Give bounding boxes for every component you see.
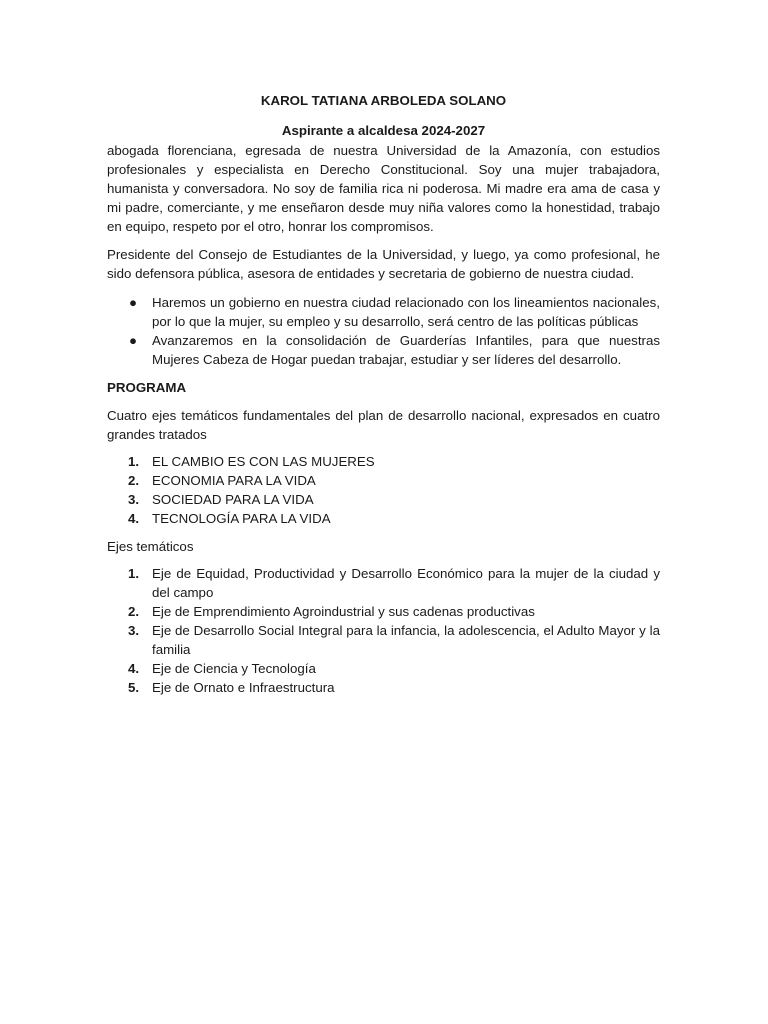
list-item — [107, 293, 660, 331]
item-number: 1. — [128, 566, 140, 581]
intro-paragraph: abogada florenciana, egresada de nuestra Universidad de la Amazonía, con estudios profesionales y especialista en Derecho Constitucional. Soy una mujer trabajadora, humanista y conversadora. No soy de familia rica ni poderosa. Mi madre era ama de casa y mi padre, comerciante, y me enseñaron desde muy niña valores como la honestidad, trabajo en equipo, respeto por el otro, honrar los compromisos. — [107, 143, 660, 234]
list-item — [107, 602, 660, 621]
proposal-text: Haremos un gobierno en nuestra ciudad relacionado con los lineamientos nacionales, por lo que la mujer, su empleo y su desarrollo, será centro de las políticas públicas — [152, 295, 660, 329]
list-item — [107, 452, 660, 471]
proposal-text: Avanzaremos en la consolidación de Guarderías Infantiles, para que nuestras Mujeres Cabeza de Hogar puedan trabajar, estudiar y ser líderes del desarrollo. — [152, 333, 660, 367]
list-item — [107, 509, 660, 528]
list-item — [107, 659, 660, 678]
item-text: SOCIEDAD PARA LA VIDA — [152, 492, 314, 507]
item-number: 1. — [128, 454, 140, 469]
program-intro: Cuatro ejes temáticos fundamentales del plan de desarrollo nacional, expresados en cuatro grandes tratados — [107, 408, 660, 442]
proposal-list — [107, 293, 660, 369]
list-item — [107, 621, 660, 659]
bullet-icon: ● — [129, 295, 138, 310]
list-item — [107, 331, 660, 369]
item-number: 4. — [128, 511, 140, 526]
item-text: Eje de Equidad, Productividad y Desarrollo Económico para la mujer de la ciudad y del campo — [152, 566, 660, 600]
candidate-subtitle: Aspirante a alcaldesa 2024-2027 — [281, 123, 486, 138]
item-text: Eje de Emprendimiento Agroindustrial y sus cadenas productivas — [152, 604, 535, 619]
program-heading: PROGRAMA — [107, 380, 187, 395]
bullet-icon: ● — [129, 333, 138, 348]
item-text: Eje de Ciencia y Tecnología — [152, 661, 316, 676]
item-number: 3. — [128, 623, 140, 638]
axes-heading: Ejes temáticos — [107, 539, 194, 554]
item-number: 4. — [128, 661, 140, 676]
list-item — [107, 678, 660, 697]
item-text: Eje de Ornato e Infraestructura — [152, 680, 335, 695]
item-text: TECNOLOGÍA PARA LA VIDA — [152, 511, 331, 526]
treaties-list — [107, 452, 660, 528]
item-text: EL CAMBIO ES CON LAS MUJERES — [152, 454, 375, 469]
item-text: ECONOMIA PARA LA VIDA — [152, 473, 316, 488]
list-item — [107, 490, 660, 509]
career-paragraph: Presidente del Consejo de Estudiantes de la Universidad, y luego, ya como profesional, he sido defensora pública, asesora de entidades y secretaria de gobierno de nuestra ciudad. — [107, 247, 660, 281]
candidate-name: KAROL TATIANA ARBOLEDA SOLANO — [260, 93, 507, 108]
item-number: 2. — [128, 473, 140, 488]
item-text: Eje de Desarrollo Social Integral para la infancia, la adolescencia, el Adulto Mayor y la familia — [152, 623, 660, 657]
item-number: 3. — [128, 492, 140, 507]
list-item — [107, 564, 660, 602]
axes-list — [107, 564, 660, 697]
item-number: 2. — [128, 604, 140, 619]
list-item — [107, 471, 660, 490]
item-number: 5. — [128, 680, 140, 695]
